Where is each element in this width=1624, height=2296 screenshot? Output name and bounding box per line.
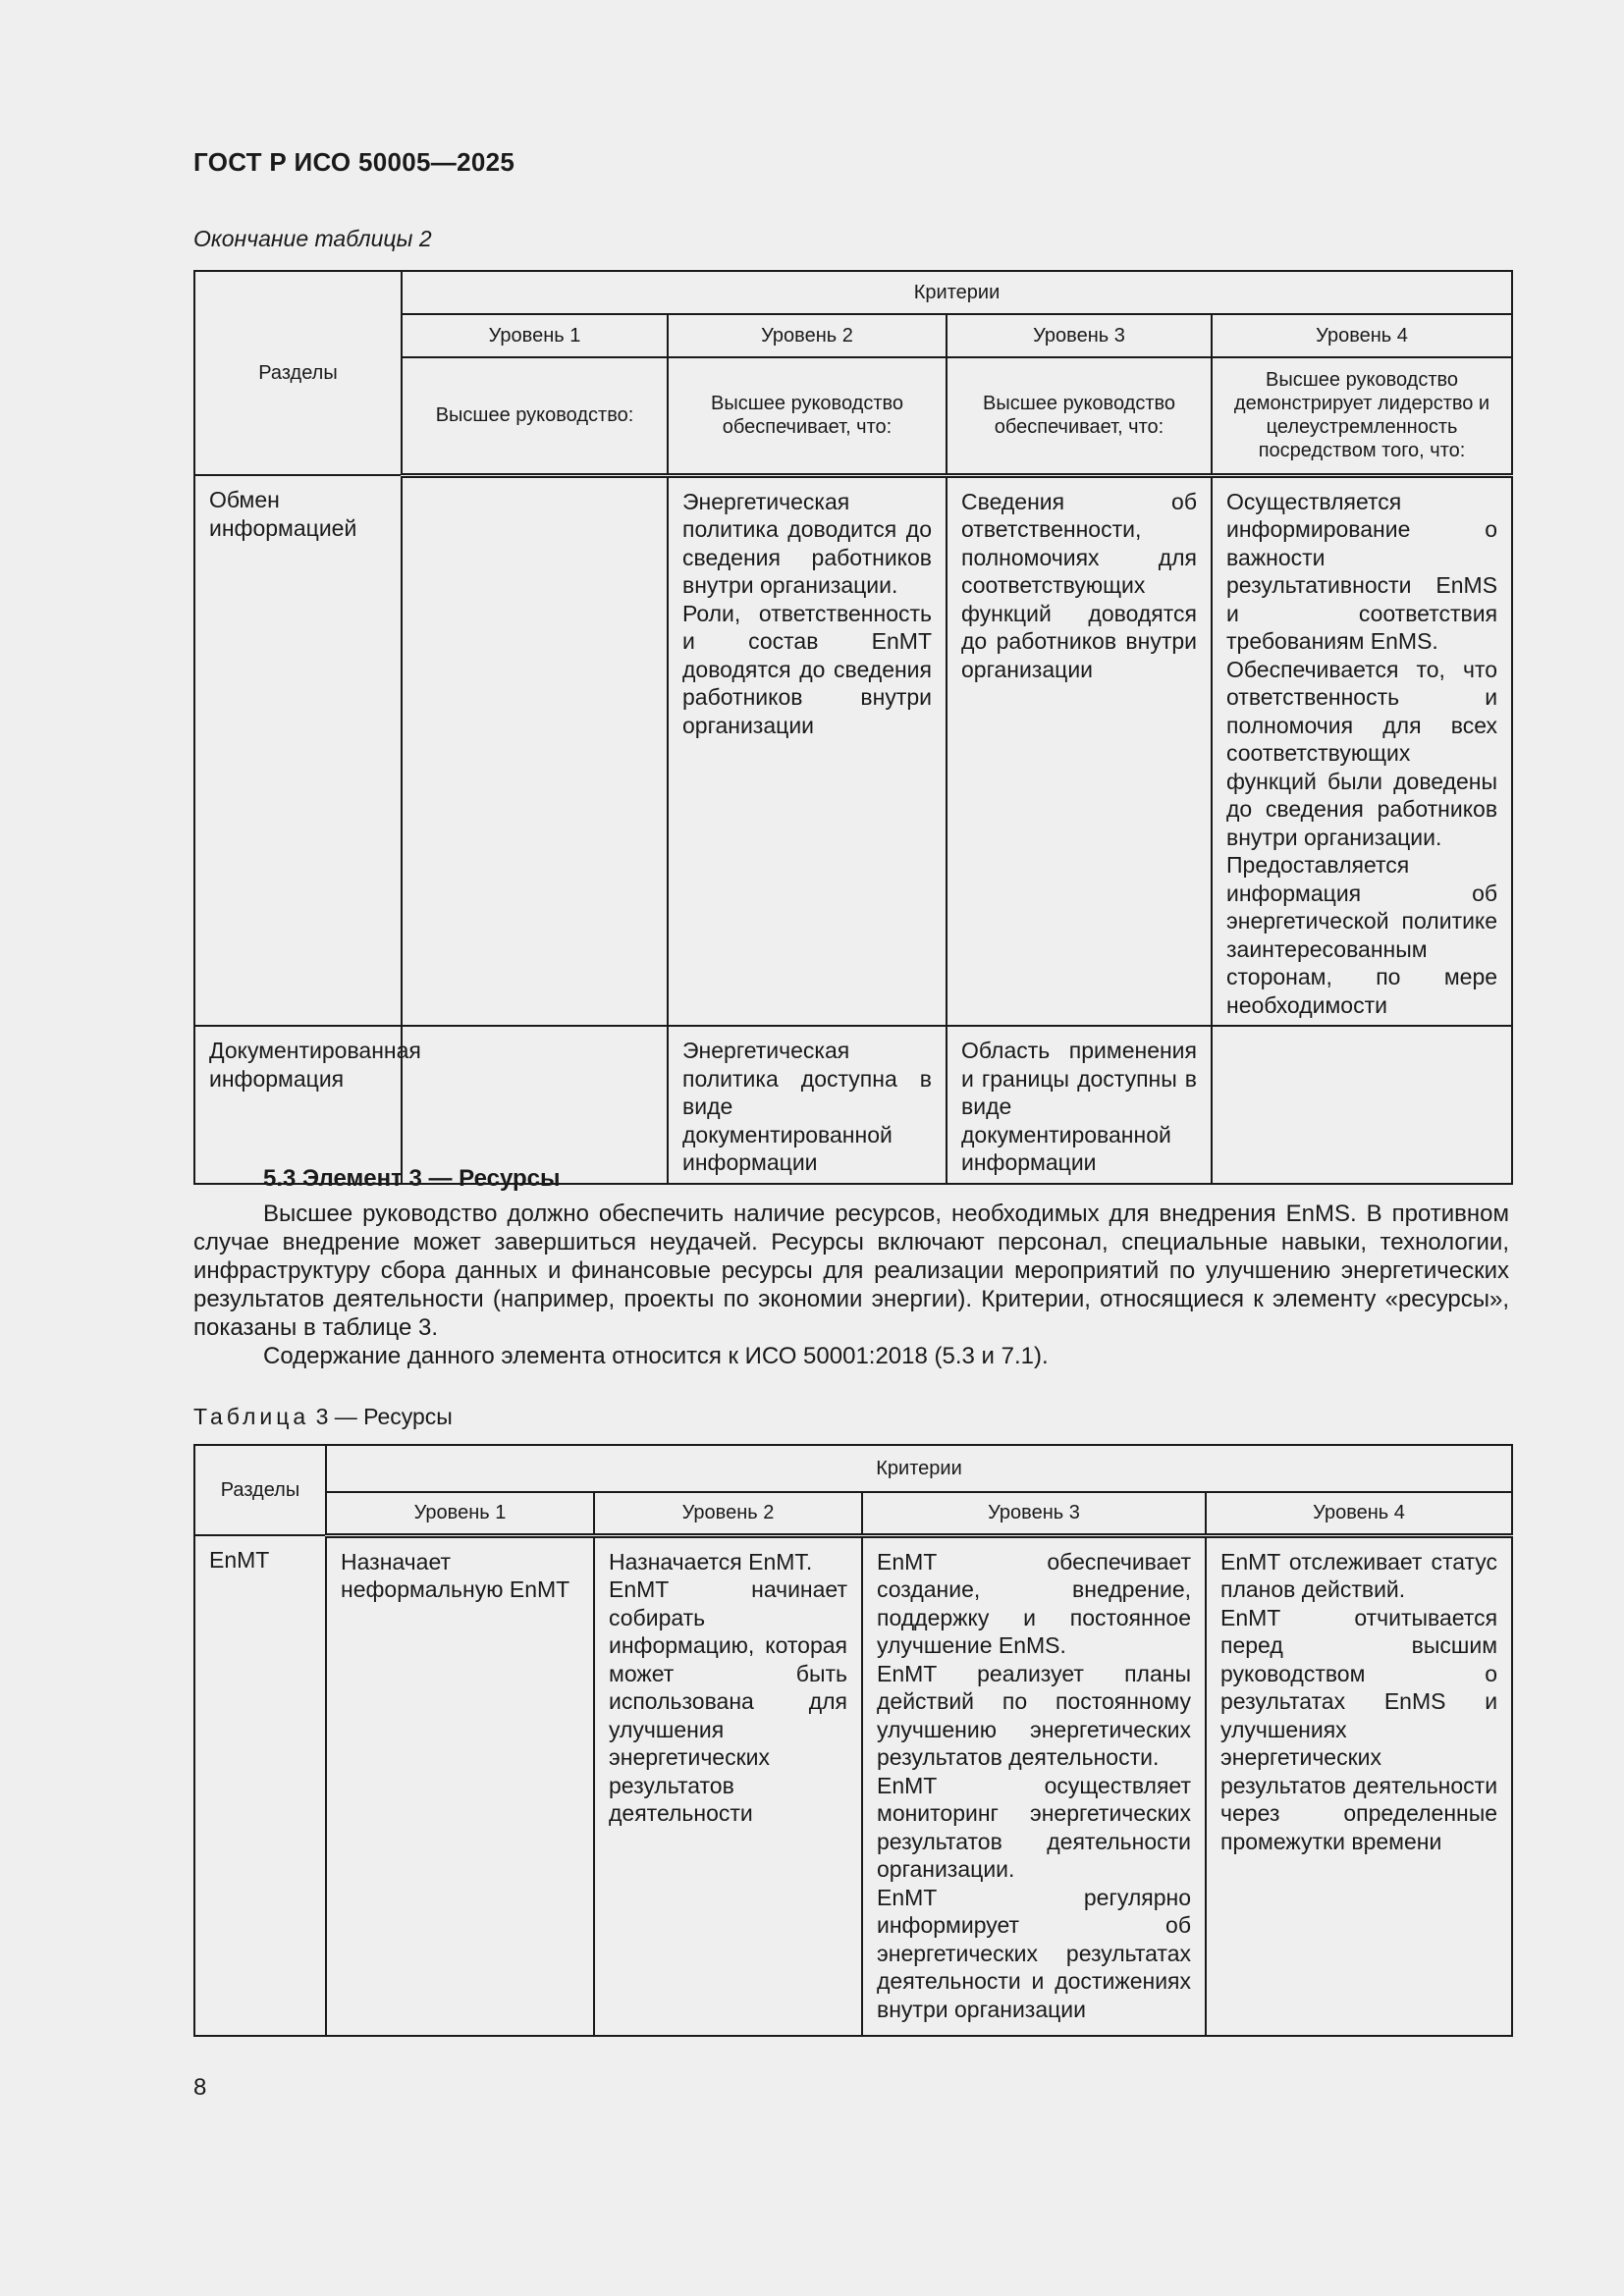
table-row bbox=[194, 1026, 1512, 1184]
table-2 bbox=[193, 270, 1513, 1185]
sections-header: Разделы bbox=[194, 1445, 326, 1535]
level-4-intro: Высшее руководство демонстрирует лидерство и целеустремленность посредством того, что: bbox=[1212, 357, 1512, 475]
row-section-label: Обмен информацией bbox=[194, 475, 402, 1026]
level-1-intro: Высшее руководство: bbox=[402, 357, 668, 475]
cell-paragraph: Роли, ответственность и состав EnMT доводятся до сведения работников внутри организации bbox=[682, 600, 932, 738]
level-4-header: Уровень 4 bbox=[1206, 1492, 1512, 1535]
row-section-label: Документированная информация bbox=[194, 1026, 402, 1184]
cell-paragraph: Назначается EnMT. bbox=[609, 1548, 813, 1575]
body-paragraph: Высшее руководство должно обеспечить наличие ресурсов, необходимых для внедрения EnMS. В противном случае внедрение может завершиться неудачей. Ресурсы включают персонал, специальные навыки, технологии, инфраструктуру сбора данных и финансовые ресурсы для реализации мероприятий по улучшению энергетических результатов деятельности (например, проекты по экономии энергии). Критерии, относящиеся к элементу «ресурсы», показаны в таблице 3. bbox=[193, 1201, 1509, 1341]
cell-level-2 bbox=[594, 1535, 862, 2036]
level-3-intro: Высшее руководство обеспечивает, что: bbox=[947, 357, 1212, 475]
cell-paragraph: EnMT регулярно информирует об энергетических результатах деятельности и достижениях внутри организации bbox=[877, 1884, 1191, 2022]
cell-paragraph: Предоставляется информация об энергетической политике заинтересованным сторонам, по мере необходимости bbox=[1226, 852, 1498, 1018]
table-row bbox=[194, 1535, 1512, 2036]
cell-paragraph: Осуществляется информирование о важности результативности EnMS и соответствия требованиям EnMS. bbox=[1226, 488, 1498, 654]
level-1-header: Уровень 1 bbox=[326, 1492, 594, 1535]
cell-paragraph: Энергетическая политика доступна в виде документированной информации bbox=[682, 1038, 932, 1175]
level-1-header: Уровень 1 bbox=[402, 314, 668, 357]
cell-paragraph: EnMT начинает собирать информацию, которая может быть использована для улучшения энергетических результатов деятельности bbox=[609, 1576, 847, 1826]
cell-level-4 bbox=[1206, 1535, 1512, 2036]
row-section-label: EnMT bbox=[194, 1535, 326, 2036]
table-3-caption-prefix: Таблица bbox=[193, 1404, 310, 1429]
level-3-header: Уровень 3 bbox=[862, 1492, 1206, 1535]
cell-paragraph: Обеспечивается то, что ответственность и полномочия для всех соответствующих функций были доведены до сведения работников внутри организации. bbox=[1226, 656, 1498, 850]
page-number: 8 bbox=[193, 2074, 207, 2101]
table-3-caption-title: 3 — Ресурсы bbox=[315, 1404, 453, 1429]
cell-paragraph: EnMT отчитывается перед высшим руководством о результатах EnMS и улучшениях энергетических результатов деятельности через определенные промежутки времени bbox=[1220, 1604, 1498, 1854]
document-header-title: ГОСТ Р ИСО 50005—2025 bbox=[193, 147, 515, 177]
section-body bbox=[193, 1200, 1509, 1370]
body-paragraph: Содержание данного элемента относится к ИСО 50001:2018 (5.3 и 7.1). bbox=[263, 1343, 1049, 1369]
cell-paragraph: Область применения и границы доступны в виде документированной информации bbox=[961, 1038, 1197, 1175]
cell-level-3 bbox=[862, 1535, 1206, 2036]
cell-level-4 bbox=[1212, 475, 1512, 1026]
level-4-header: Уровень 4 bbox=[1212, 314, 1512, 357]
cell-paragraph: EnMT отслеживает статус планов действий. bbox=[1220, 1548, 1498, 1602]
level-2-header: Уровень 2 bbox=[594, 1492, 862, 1535]
criteria-header: Критерии bbox=[402, 271, 1512, 314]
cell-paragraph: EnMT обеспечивает создание, внедрение, поддержку и постоянное улучшение EnMS. bbox=[877, 1548, 1191, 1658]
cell-paragraph: EnMT реализует планы действий по постоянному улучшению энергетических результатов деятельности. bbox=[877, 1660, 1191, 1770]
cell-level-1 bbox=[402, 475, 668, 1026]
cell-level-3 bbox=[947, 475, 1212, 1026]
cell-paragraph: Энергетическая политика доводится до сведения работников внутри организации. bbox=[682, 488, 932, 598]
cell-level-2 bbox=[668, 1026, 947, 1184]
table-3-caption bbox=[193, 1404, 453, 1430]
criteria-header: Критерии bbox=[326, 1445, 1512, 1492]
cell-level-3 bbox=[947, 1026, 1212, 1184]
level-2-intro: Высшее руководство обеспечивает, что: bbox=[668, 357, 947, 475]
table-2-continuation-caption: Окончание таблицы 2 bbox=[193, 226, 432, 251]
level-2-header: Уровень 2 bbox=[668, 314, 947, 357]
cell-level-1 bbox=[402, 1026, 668, 1184]
cell-paragraph: Назначает неформальную EnMT bbox=[341, 1548, 570, 1602]
cell-level-1 bbox=[326, 1535, 594, 2036]
cell-level-2 bbox=[668, 475, 947, 1026]
cell-level-4 bbox=[1212, 1026, 1512, 1184]
cell-paragraph: EnMT осуществляет мониторинг энергетических результатов деятельности организации. bbox=[877, 1772, 1191, 1882]
sections-header: Разделы bbox=[194, 271, 402, 475]
level-3-header: Уровень 3 bbox=[947, 314, 1212, 357]
section-heading: 5.3 Элемент 3 — Ресурсы bbox=[263, 1165, 561, 1192]
table-3 bbox=[193, 1444, 1513, 2037]
cell-paragraph: Сведения об ответственности, полномочиях для соответствующих функций доводятся до работников внутри организации bbox=[961, 488, 1197, 682]
table-row bbox=[194, 475, 1512, 1026]
